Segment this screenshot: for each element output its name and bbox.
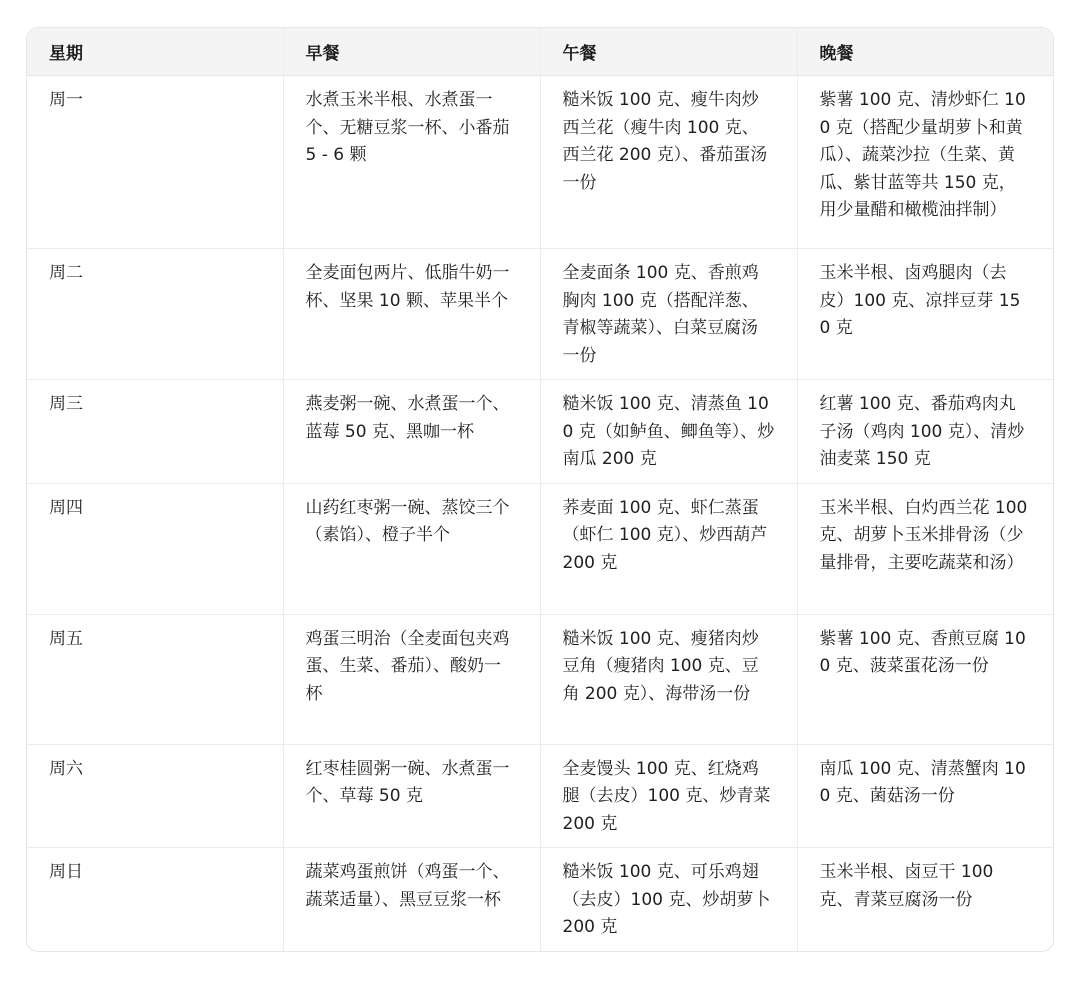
breakfast-cell: 水煮玉米半根、水煮蛋一个、无糖豆浆一杯、小番茄 5 - 6 颗 — [283, 76, 540, 249]
table-row — [27, 380, 1053, 484]
header-weekday: 星期 — [27, 28, 283, 76]
dinner-cell: 玉米半根、白灼西兰花 100 克、胡萝卜玉米排骨汤（少量排骨，主要吃蔬菜和汤） — [797, 483, 1053, 614]
table-row — [27, 483, 1053, 614]
lunch-cell: 糙米饭 100 克、瘦牛肉炒西兰花（瘦牛肉 100 克、西兰花 200 克）、番茄蛋汤一份 — [540, 76, 797, 249]
table-row — [27, 249, 1053, 380]
weekday-cell: 周六 — [27, 744, 283, 848]
header-lunch: 午餐 — [540, 28, 797, 76]
breakfast-cell: 全麦面包两片、低脂牛奶一杯、坚果 10 颗、苹果半个 — [283, 249, 540, 380]
lunch-cell: 糙米饭 100 克、可乐鸡翅（去皮）100 克、炒胡萝卜 200 克 — [540, 848, 797, 951]
lunch-cell: 全麦面条 100 克、香煎鸡胸肉 100 克（搭配洋葱、青椒等蔬菜）、白菜豆腐汤一份 — [540, 249, 797, 380]
weekday-cell: 周四 — [27, 483, 283, 614]
dinner-cell: 红薯 100 克、番茄鸡肉丸子汤（鸡肉 100 克）、清炒油麦菜 150 克 — [797, 380, 1053, 484]
meal-plan-table-container — [26, 27, 1054, 952]
dinner-cell: 紫薯 100 克、香煎豆腐 100 克、菠菜蛋花汤一份 — [797, 614, 1053, 744]
lunch-cell: 糙米饭 100 克、瘦猪肉炒豆角（瘦猪肉 100 克、豆角 200 克）、海带汤一份 — [540, 614, 797, 744]
table-row — [27, 848, 1053, 951]
breakfast-cell: 山药红枣粥一碗、蒸饺三个（素馅）、橙子半个 — [283, 483, 540, 614]
table-row — [27, 614, 1053, 744]
meal-plan-table — [27, 28, 1053, 951]
weekday-cell: 周一 — [27, 76, 283, 249]
dinner-cell: 玉米半根、卤鸡腿肉（去皮）100 克、凉拌豆芽 150 克 — [797, 249, 1053, 380]
breakfast-cell: 蔬菜鸡蛋煎饼（鸡蛋一个、蔬菜适量）、黑豆豆浆一杯 — [283, 848, 540, 951]
breakfast-cell: 鸡蛋三明治（全麦面包夹鸡蛋、生菜、番茄）、酸奶一杯 — [283, 614, 540, 744]
lunch-cell: 糙米饭 100 克、清蒸鱼 100 克（如鲈鱼、鲫鱼等）、炒南瓜 200 克 — [540, 380, 797, 484]
lunch-cell: 荞麦面 100 克、虾仁蒸蛋（虾仁 100 克）、炒西葫芦 200 克 — [540, 483, 797, 614]
breakfast-cell: 燕麦粥一碗、水煮蛋一个、蓝莓 50 克、黑咖一杯 — [283, 380, 540, 484]
header-breakfast: 早餐 — [283, 28, 540, 76]
weekday-cell: 周日 — [27, 848, 283, 951]
weekday-cell: 周三 — [27, 380, 283, 484]
dinner-cell: 紫薯 100 克、清炒虾仁 100 克（搭配少量胡萝卜和黄瓜）、蔬菜沙拉（生菜、黄瓜、紫甘蓝等共 150 克，用少量醋和橄榄油拌制） — [797, 76, 1053, 249]
lunch-cell: 全麦馒头 100 克、红烧鸡腿（去皮）100 克、炒青菜 200 克 — [540, 744, 797, 848]
table-row — [27, 76, 1053, 249]
dinner-cell: 玉米半根、卤豆干 100 克、青菜豆腐汤一份 — [819, 862, 994, 910]
breakfast-cell: 红枣桂圆粥一碗、水煮蛋一个、草莓 50 克 — [283, 744, 540, 848]
header-dinner: 晚餐 — [797, 28, 1053, 76]
dinner-cell: 南瓜 100 克、清蒸蟹肉 100 克、菌菇汤一份 — [797, 744, 1053, 848]
table-row — [27, 744, 1053, 848]
weekday-cell: 周五 — [27, 614, 283, 744]
weekday-cell: 周二 — [27, 249, 283, 380]
table-header-row — [27, 28, 1053, 76]
